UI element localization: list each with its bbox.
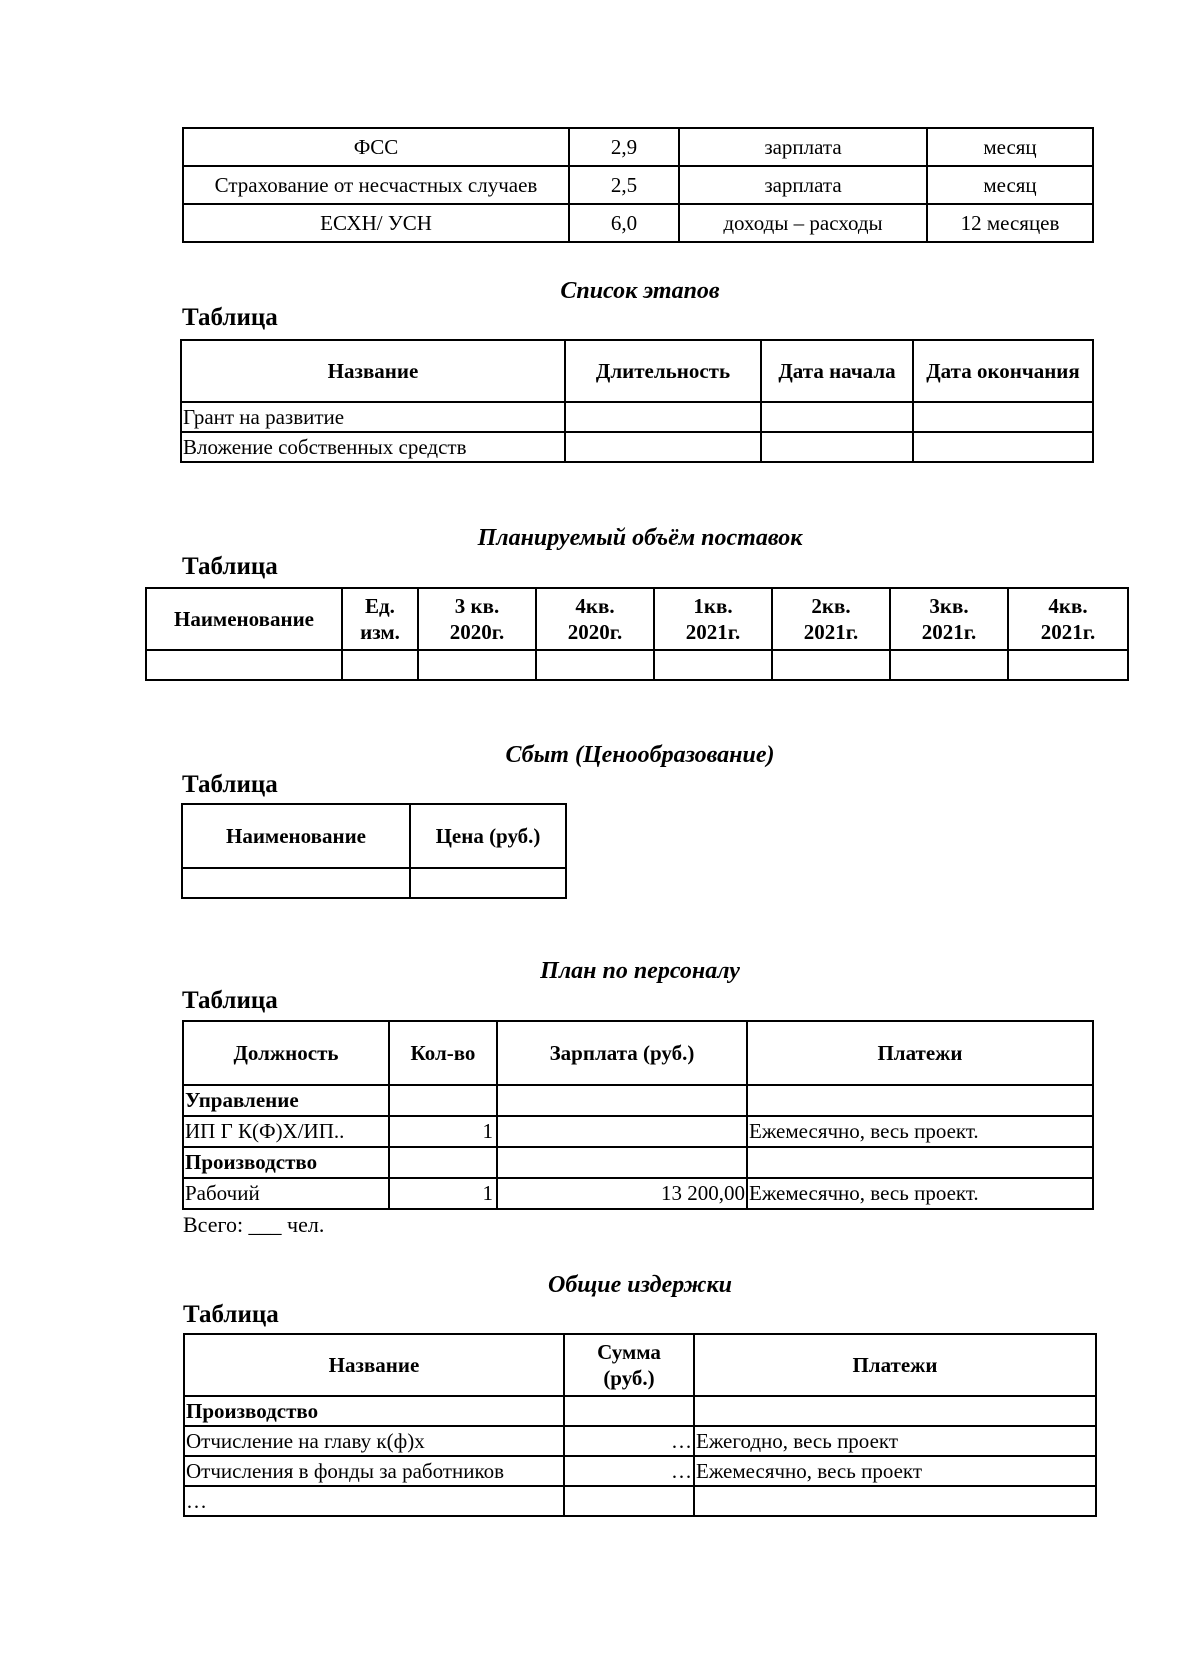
header-q1-2021: 1кв. 2021г. [654, 588, 772, 650]
header-salary: Зарплата (руб.) [497, 1021, 747, 1085]
staff-total: Всего: ___ чел. [183, 1212, 325, 1237]
tax-name: ФСС [183, 128, 569, 166]
supply-table [145, 587, 1129, 681]
header-price: Цена (руб.) [410, 804, 566, 868]
stages-table [180, 339, 1094, 463]
tax-period: месяц [927, 166, 1093, 204]
tax-base: доходы – расходы [679, 204, 927, 242]
staff-table [182, 1020, 1094, 1210]
header-name: Наименование [146, 588, 342, 650]
staff-position: ИП Г К(Ф)Х/ИП.. [183, 1116, 389, 1147]
header-q3-2021: 3кв. 2021г. [890, 588, 1008, 650]
overhead-name: Отчисления в фонды за работников [184, 1456, 564, 1486]
overhead-payments: Ежемесячно, весь проект [694, 1456, 1096, 1486]
staff-qty: 1 [389, 1178, 497, 1209]
overhead-name: … [184, 1486, 564, 1516]
header-name: Наименование [182, 804, 410, 868]
overhead-table [183, 1333, 1097, 1517]
staff-payments: Ежемесячно, весь проект. [747, 1116, 1093, 1147]
table-row [181, 432, 1093, 462]
header-position: Должность [183, 1021, 389, 1085]
tax-table [182, 127, 1094, 243]
staff-table-label: Таблица [182, 987, 278, 1014]
header-q3-2020: 3 кв. 2020г. [418, 588, 536, 650]
header-payments: Платежи [694, 1334, 1096, 1396]
tax-rate: 2,5 [569, 166, 679, 204]
table-row [183, 128, 1093, 166]
header-start-date: Дата начала [761, 340, 913, 402]
header-sum: Сумма (руб.) [564, 1334, 694, 1396]
sales-table [181, 803, 567, 899]
table-header-row [184, 1334, 1096, 1396]
stages-caption: Список этапов [560, 278, 720, 304]
tax-rate: 6,0 [569, 204, 679, 242]
header-name: Название [181, 340, 565, 402]
stage-name: Вложение собственных средств [181, 432, 565, 462]
staff-qty: 1 [389, 1116, 497, 1147]
staff-group: Производство [183, 1147, 389, 1178]
table-row [183, 1085, 1093, 1116]
table-row [146, 650, 1128, 680]
header-duration: Длительность [565, 340, 761, 402]
stage-name: Грант на развитие [181, 402, 565, 432]
table-row [183, 1147, 1093, 1178]
staff-salary [497, 1116, 747, 1147]
header-name: Название [184, 1334, 564, 1396]
table-header-row [181, 340, 1093, 402]
header-q4-2021: 4кв. 2021г. [1008, 588, 1128, 650]
overhead-sum: … [564, 1426, 694, 1456]
tax-period: месяц [927, 128, 1093, 166]
sales-table-label: Таблица [182, 771, 278, 798]
header-payments: Платежи [747, 1021, 1093, 1085]
table-header-row [146, 588, 1128, 650]
overhead-table-label: Таблица [183, 1301, 279, 1328]
table-row [184, 1486, 1096, 1516]
staff-group: Управление [183, 1085, 389, 1116]
table-row [183, 1116, 1093, 1147]
table-row [182, 868, 566, 898]
table-row [184, 1426, 1096, 1456]
staff-salary: 13 200,00 [497, 1178, 747, 1209]
header-q2-2021: 2кв. 2021г. [772, 588, 890, 650]
table-header-row [183, 1021, 1093, 1085]
overhead-group: Производство [184, 1396, 564, 1426]
table-row [183, 204, 1093, 242]
tax-name: ЕСХН/ УСН [183, 204, 569, 242]
table-header-row [182, 804, 566, 868]
tax-base: зарплата [679, 166, 927, 204]
tax-period: 12 месяцев [927, 204, 1093, 242]
tax-rate: 2,9 [569, 128, 679, 166]
tax-base: зарплата [679, 128, 927, 166]
staff-payments: Ежемесячно, весь проект. [747, 1178, 1093, 1209]
sales-caption: Сбыт (Ценообразование) [505, 742, 775, 768]
table-row [183, 1178, 1093, 1209]
stages-table-label: Таблица [182, 304, 278, 331]
table-row [184, 1456, 1096, 1486]
header-q4-2020: 4кв. 2020г. [536, 588, 654, 650]
table-row [181, 402, 1093, 432]
table-row [183, 166, 1093, 204]
tax-name: Страхование от несчастных случаев [183, 166, 569, 204]
overhead-name: Отчисление на главу к(ф)х [184, 1426, 564, 1456]
staff-caption: План по персоналу [540, 958, 740, 984]
table-row [184, 1396, 1096, 1426]
header-end-date: Дата окончания [913, 340, 1093, 402]
supply-table-label: Таблица [182, 553, 278, 580]
overhead-sum: … [564, 1456, 694, 1486]
supply-caption: Планируемый объём поставок [477, 525, 803, 551]
header-qty: Кол-во [389, 1021, 497, 1085]
overhead-payments: Ежегодно, весь проект [694, 1426, 1096, 1456]
overhead-caption: Общие издержки [547, 1272, 733, 1298]
staff-position: Рабочий [183, 1178, 389, 1209]
header-unit: Ед. изм. [342, 588, 418, 650]
